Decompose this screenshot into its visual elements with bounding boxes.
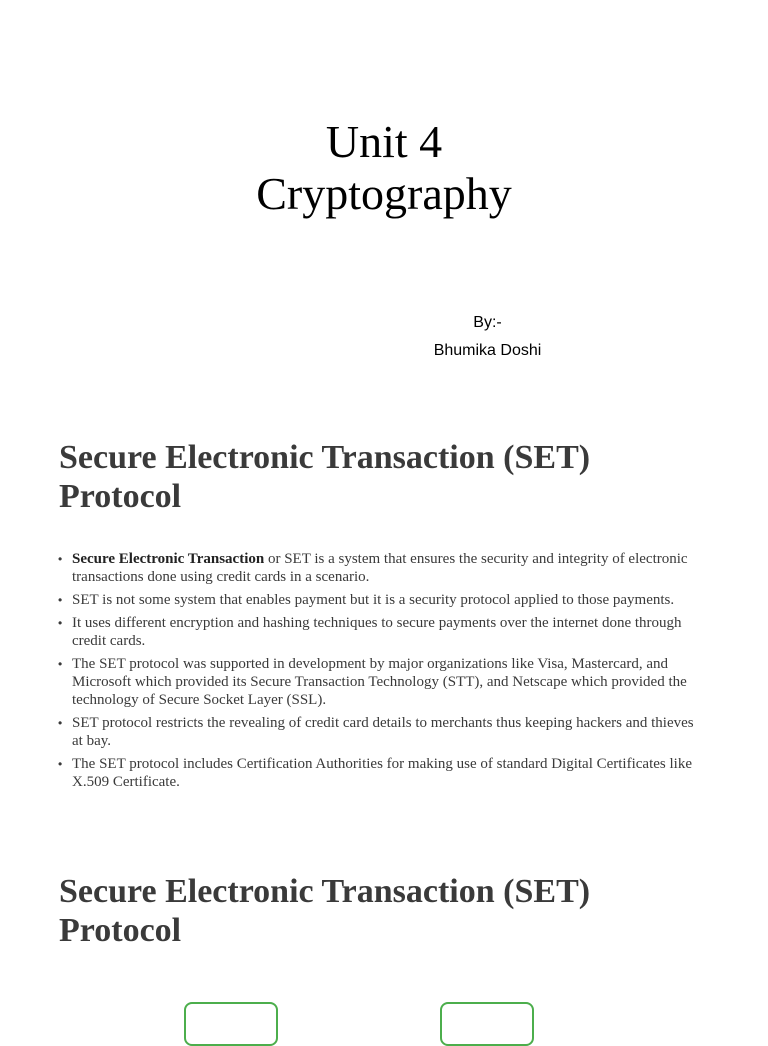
by-label: By:- — [473, 314, 502, 331]
heading-line-1: Secure Electronic Transaction (SET) — [59, 873, 591, 910]
bullet-icon: • — [58, 716, 63, 730]
bullet-text: SET is not some system that enables payment but it is a security protocol applied to those payments. — [72, 592, 675, 608]
author-name: Bhumika Doshi — [433, 342, 542, 359]
bullet-icon: • — [58, 657, 63, 671]
set-protocol-slide — [0, 420, 768, 850]
bullet-text: The SET protocol includes Certification Authorities for making use of standard Digital Certificates like X.509 Certificate. — [72, 756, 692, 790]
heading-line-2: Protocol — [59, 912, 182, 949]
title-slide — [0, 0, 768, 420]
bullet-text: It uses different encryption and hashing techniques to secure payments over the internet done through credit cards. — [72, 615, 682, 649]
list-item — [58, 591, 703, 609]
set-protocol-diagram-slide — [0, 850, 768, 1024]
bullet-icon: • — [58, 552, 63, 566]
slide-heading — [59, 872, 699, 950]
bullet-text: The SET protocol was supported in development by major organizations like Visa, Mastercard, and Microsoft which provided its Secure Transaction Technology (STT), and Netscape which provided the technology of Secure Socket Layer (SSL). — [72, 656, 687, 708]
bullet-list — [58, 550, 703, 796]
bullet-text: SET protocol restricts the revealing of credit card details to merchants thus keeping hackers and thieves at bay. — [72, 715, 694, 749]
list-item — [58, 655, 703, 709]
list-item — [58, 614, 703, 650]
bullet-text: or SET is a system that ensures the security and integrity of electronic transactions done using credit cards in a scenario. — [72, 551, 688, 585]
bullet-icon: • — [58, 757, 63, 771]
bullet-icon: • — [58, 616, 63, 630]
title-line-unit: Unit 4 — [325, 116, 443, 167]
list-item — [58, 550, 703, 586]
bullet-icon: • — [58, 593, 63, 607]
heading-line-1: Secure Electronic Transaction (SET) — [59, 439, 591, 476]
list-item — [58, 714, 703, 750]
title-line-subject: Cryptography — [256, 168, 512, 219]
diagram-box — [440, 1002, 534, 1046]
slide-heading — [59, 438, 699, 516]
diagram-box — [184, 1002, 278, 1046]
heading-line-2: Protocol — [59, 478, 182, 515]
bullet-bold: Secure Electronic Transaction — [72, 551, 265, 567]
list-item — [58, 755, 703, 791]
